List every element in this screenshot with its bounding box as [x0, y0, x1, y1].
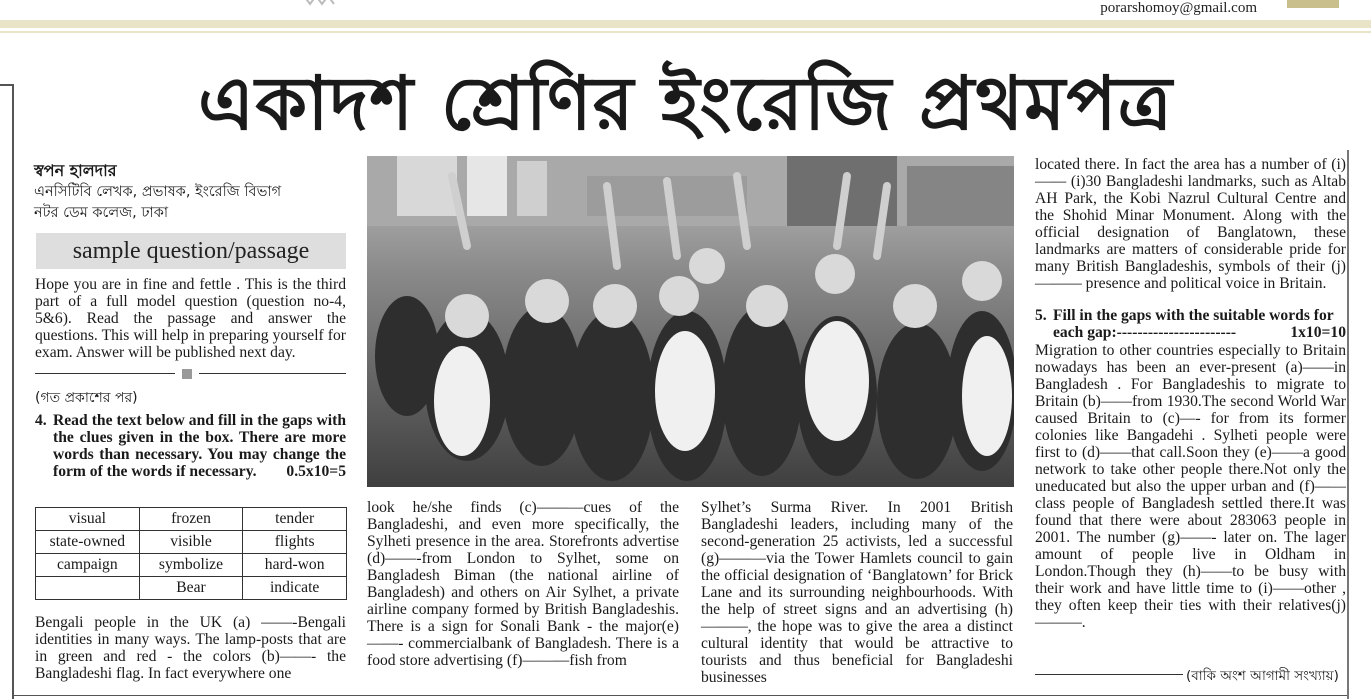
- word-box-cell: tender: [243, 508, 347, 531]
- intro-text: Hope you are in fine and fettle . This is the third part of a full model question (question no-4, 5&6). Read the passage and answer the questions. This will help in preparing yourself for exam. Answer will be published next day.: [35, 276, 346, 361]
- passage-column-3: Sylhet’s Surma River. In 2001 British Bangladeshi leaders, including many of the second-generation 25 activists, led a successful (g)———via the Tower Hamlets council to gain the official designation of ‘Banglatown’ for Brick Lane and its surrounding neighbourhoods. With the help of street signs and an advertising (h)———, the hope was to give the area a distinct cultural identity that would be attractive to tourists and thus beneficial for Bangladeshi businesses: [701, 499, 1013, 686]
- divider-right: [199, 373, 346, 374]
- author-title: এনসিটিবি লেখক, প্রভাষক, ইংরেজি বিভাগ: [34, 184, 282, 200]
- page-headline: একাদশ শ্রেণির ইংরেজি প্রথমপত্র: [198, 61, 1173, 147]
- question-5-passage: Migration to other countries especially to Britain nowadays has been an ever-present (a)——in Bangladesh . For Bangladeshis to migrate to Britain (b)——from 1930.The second World War caused Britain to (c)—- for from its former colonies like Bangadehi . Sylheti people were first to (d)——that call.Soon they (e)——a good network to take other people there.Not only the uneducated but also the upper urban and (f)——class people of Bangladesh settled there.It was found that there were about 283063 people in 2001. The number (g)——- later on. The lager amount of people live in Oldham in London.Though they (h)——to be busy with their work and have little time to (i)——other , they often keep their ties with their relatives(j)———.: [1035, 342, 1346, 631]
- word-box-cell: visible: [139, 531, 243, 554]
- word-box-cell: [36, 577, 140, 600]
- word-box-cell: flights: [243, 531, 347, 554]
- word-box-cell: Bear: [139, 577, 243, 600]
- logo-ornament-icon: [302, 0, 336, 6]
- word-box-cell: indicate: [243, 577, 347, 600]
- continuation-note: (বাকি অংশ আগামী সংখ্যায়): [1186, 668, 1339, 684]
- question-5: [1035, 307, 1346, 341]
- word-box-row: [36, 531, 347, 554]
- continuation-rule: [1035, 674, 1183, 675]
- word-box-cell: hard-won: [243, 554, 347, 577]
- question-5-text: Fill in the gaps with the suitable words for each gap:-----------------------: [1053, 307, 1334, 341]
- word-box-cell: campaign: [36, 554, 140, 577]
- contact-email[interactable]: porarshomoy@gmail.com: [1100, 0, 1257, 16]
- word-box-cell: frozen: [139, 508, 243, 531]
- question-4-marks: 0.5x10=5: [286, 463, 346, 480]
- passage-column-2: look he/she finds (c)———cues of the Bangladeshi, and even more specifically, the Sylheti presence in the area. Storefronts advertise (d)——-from London to Sylhet, some on Bangladesh Biman (the national airline of Bangladesh) and others on Air Sylhet, a private airline company formed by British Bangladeshis. There is a sign for Sonali Bank - the major(e)——- commercialbank of Bangladesh. There is a food store advertising (f)———fish from: [367, 499, 679, 669]
- word-box-row: [36, 554, 347, 577]
- divider-square-icon: [182, 369, 192, 379]
- question-4-number: 4.: [35, 412, 47, 429]
- right-frame: [1347, 150, 1349, 699]
- previous-note: (গত প্রকাশের পর): [35, 390, 138, 406]
- question-4-text: Read the text below and fill in the gaps with the clues given in the box. There are more words than necessary. You may change the form of the words if necessary.: [53, 412, 346, 480]
- photo-students-celebrating: [367, 156, 1014, 487]
- author-institution: নটর ডেম কলেজ, ঢাকা: [34, 205, 169, 221]
- passage-column-4: located there. In fact the area has a number of (i)—— (i)30 Bangladeshi landmarks, such as Altab AH Park, the Kobi Nazrul Cultural Centre and the Shohid Minar Monument. Along with the official designation of Banglatown, these landmarks are matters of considerable pride for many British Bangladeshis, symbols of their (j)——— presence and political voice in Britain.: [1035, 156, 1346, 292]
- passage-column-1: Bengali people in the UK (a) ——-Bengali identities in many ways. The lamp-posts that are in green and red - the colors (b)——- the Bangladeshi flag. In fact everywhere one: [35, 614, 346, 682]
- word-box-cell: visual: [36, 508, 140, 531]
- question-5-number: 5.: [1035, 307, 1047, 324]
- section-title: sample question/passage: [36, 233, 346, 269]
- divider-left: [35, 373, 175, 374]
- word-box: [35, 507, 347, 600]
- question-5-marks: 1x10=10: [1290, 324, 1346, 341]
- left-frame: [12, 84, 14, 699]
- top-band: [0, 20, 1371, 28]
- photo-illustration: [367, 156, 1014, 487]
- word-box-row: [36, 508, 347, 531]
- author-name: স্বপন হালদার: [34, 161, 117, 180]
- question-4: [35, 412, 346, 480]
- bottom-rule: [14, 695, 1347, 696]
- corner-tab: [1287, 0, 1339, 8]
- word-box-row: [36, 577, 347, 600]
- top-band-thin: [0, 31, 1371, 33]
- word-box-cell: state-owned: [36, 531, 140, 554]
- word-box-cell: symbolize: [139, 554, 243, 577]
